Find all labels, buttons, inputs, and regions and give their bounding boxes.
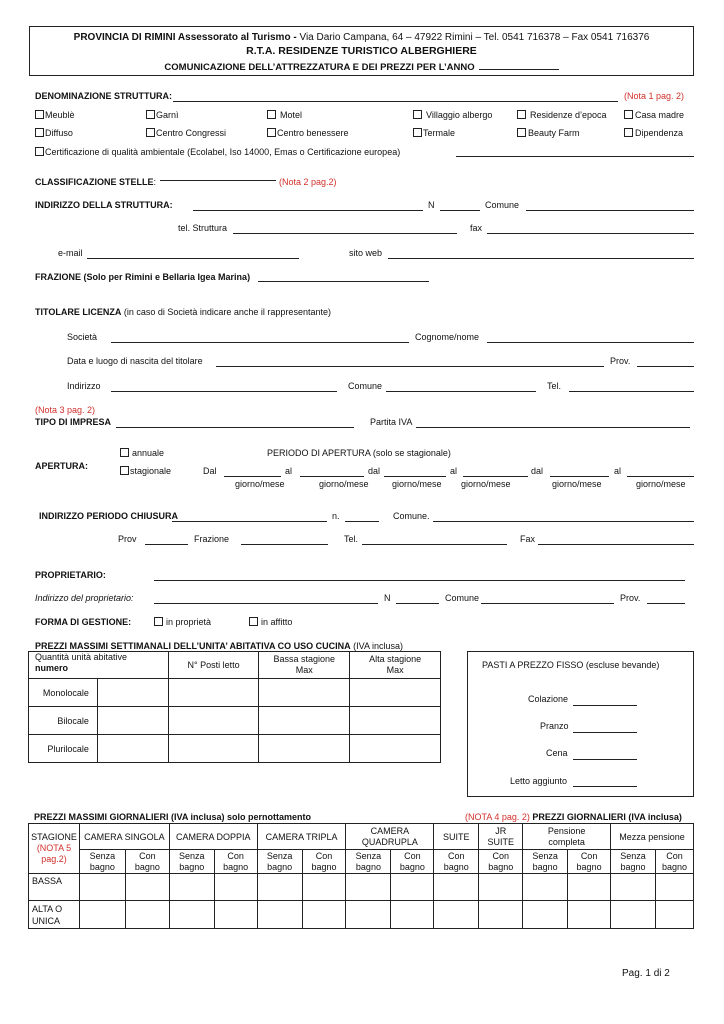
header-jr-suite: JR SUITE [479, 824, 523, 850]
cell-input[interactable] [346, 874, 391, 901]
checkbox-motel[interactable] [267, 110, 276, 119]
cell-input[interactable] [391, 874, 434, 901]
dal-2-field[interactable] [384, 476, 446, 477]
label-casa-madre: Casa madre [635, 110, 685, 120]
fax-label: fax [470, 223, 483, 233]
chiusura-indirizzo-field[interactable] [172, 521, 327, 522]
form-header [29, 26, 694, 76]
header-mezza-pensione: Mezza pensione [611, 824, 694, 850]
al-1-label: al [285, 466, 293, 476]
giorno-mese-4: giorno/mese [461, 479, 511, 489]
label-termale: Termale [423, 128, 456, 138]
certificazione-field[interactable] [456, 156, 694, 157]
sub-con-bagno: Con bagno [568, 850, 611, 874]
giorno-mese-1: giorno/mese [235, 479, 285, 489]
titolare-comune-label: Comune [348, 381, 383, 391]
sub-con-bagno: Con bagno [214, 850, 257, 874]
sub-con-bagno: Con bagno [125, 850, 169, 874]
checkbox-dipendenza[interactable] [624, 128, 633, 137]
fax-field[interactable] [487, 233, 694, 234]
cell-input[interactable] [350, 679, 441, 707]
label-centro-benessere: Centro benessere [277, 128, 349, 138]
chiusura-fax-field[interactable] [538, 544, 694, 545]
cell-input[interactable] [169, 901, 214, 929]
row-label-plurilocale: Plurilocale [29, 735, 98, 763]
titolare-tel-field[interactable] [569, 391, 694, 392]
label-garni: Garnì [156, 110, 179, 120]
email-field[interactable] [87, 258, 299, 259]
indirizzo-comune-label: Comune [485, 200, 520, 210]
checkbox-garni[interactable] [146, 110, 155, 119]
header-suite: SUITE [434, 824, 479, 850]
sito-web-field[interactable] [388, 258, 694, 259]
titolare-indirizzo-label: Indirizzo [67, 381, 101, 391]
cell-input[interactable] [568, 874, 611, 901]
pasti-title: PASTI A PREZZO FISSO (escluse bevande) [482, 660, 660, 670]
tipo-impresa-label: TIPO DI IMPRESA [35, 417, 112, 427]
colazione-label: Colazione [528, 694, 569, 704]
checkbox-annuale[interactable] [120, 448, 129, 457]
label-residenze-epoca: Residenze d’epoca [530, 110, 607, 120]
giornalieri-title-right: (NOTA 4 pag. 2) PREZZI GIORNALIERI (IVA inclusa) [465, 812, 682, 822]
chiusura-tel-label: Tel. [344, 534, 359, 544]
indirizzo-struttura-field[interactable] [193, 210, 423, 211]
header-bassa-stagione: Bassa stagione Max [259, 652, 350, 679]
chiusura-comune-field[interactable] [433, 521, 694, 522]
indirizzo-proprietario-field[interactable] [154, 603, 378, 604]
letto-aggiunto-label: Letto aggiunto [510, 776, 568, 786]
periodo-label: PERIODO DI APERTURA (solo se stagionale) [267, 448, 451, 458]
letto-aggiunto-field[interactable] [573, 786, 637, 787]
proprietario-n-label: N [384, 593, 391, 603]
header-camera-singola: CAMERA SINGOLA [79, 824, 169, 850]
nascita-label: Data e luogo di nascita del titolare [67, 356, 203, 366]
cell-input[interactable] [259, 707, 350, 735]
proprietario-label: PROPRIETARIO: [35, 570, 106, 580]
nota-3: (Nota 3 pag. 2) [35, 405, 96, 415]
frazione-field[interactable] [258, 281, 429, 282]
cell-input[interactable] [434, 901, 479, 929]
header-camera-tripla: CAMERA TRIPLA [257, 824, 346, 850]
al-2-label: al [450, 466, 458, 476]
cognome-label: Cognome/nome [415, 332, 480, 342]
societa-label: Società [67, 332, 98, 342]
cell-input[interactable] [346, 901, 391, 929]
cell-input[interactable] [479, 874, 523, 901]
header-quantita: Quantità unità abitative numero [29, 652, 169, 679]
checkbox-villaggio-albergo[interactable] [413, 110, 422, 119]
cell-input[interactable] [168, 679, 259, 707]
checkbox-meuble[interactable] [35, 110, 44, 119]
proprietario-comune-field[interactable] [481, 603, 614, 604]
cell-input[interactable] [434, 874, 479, 901]
cell-input[interactable] [655, 874, 693, 901]
gestione-label: FORMA DI GESTIONE: [35, 617, 132, 627]
checkbox-certificazione[interactable] [35, 147, 44, 156]
proprietario-prov-field[interactable] [647, 603, 685, 604]
sub-senza-bagno: Senza bagno [169, 850, 214, 874]
stagionale-label: stagionale [130, 466, 172, 476]
classificazione-field[interactable] [160, 180, 276, 181]
header-camera-quadrupla: CAMERA QUADRUPLA [346, 824, 434, 850]
sub-con-bagno: Con bagno [479, 850, 523, 874]
label-dipendenza: Dipendenza [635, 128, 684, 138]
cell-input[interactable] [97, 679, 168, 707]
settimanali-table [28, 651, 441, 763]
dal-1-label: Dal [203, 466, 217, 476]
header-address: PROVINCIA DI RIMINI Assessorato al Turismo - Via Dario Campana, 64 – 47922 Rimini – Tel. 0541 716378 – Fax 0541 716376 [73, 32, 650, 43]
header-alta-stagione: Alta stagione Max [350, 652, 441, 679]
sub-senza-bagno: Senza bagno [523, 850, 568, 874]
pranzo-label: Pranzo [540, 721, 569, 731]
table-row [29, 735, 441, 763]
chiusura-tel-field[interactable] [362, 544, 507, 545]
proprietario-prov-label: Prov. [620, 593, 641, 603]
label-diffuso: Diffuso [45, 128, 73, 138]
checkbox-residenze-epoca[interactable] [517, 110, 526, 119]
proprietario-n-field[interactable] [396, 603, 439, 604]
apertura-label: APERTURA: [35, 461, 88, 471]
titolare-tel-label: Tel. [547, 381, 562, 391]
proprietario-field[interactable] [154, 580, 685, 581]
row-label-alta-unica: ALTA O UNICA [29, 901, 80, 929]
cell-input[interactable] [568, 901, 611, 929]
label-certificazione: Certificazione di qualità ambientale (Ecolabel, Iso 14000, Emas o Certificazione europea) [45, 147, 401, 157]
cell-input[interactable] [302, 874, 346, 901]
sub-con-bagno: Con bagno [302, 850, 346, 874]
giorno-mese-2: giorno/mese [319, 479, 369, 489]
page-number: Pag. 1 di 2 [622, 968, 670, 979]
nota-2: (Nota 2 pag.2) [279, 177, 337, 187]
label-meuble: Meublè [45, 110, 75, 120]
cell-input[interactable] [611, 901, 656, 929]
row-label-bilocale: Bilocale [29, 707, 98, 735]
checkbox-centro-congressi[interactable] [146, 128, 155, 137]
cell-input[interactable] [257, 901, 302, 929]
giorno-mese-5: giorno/mese [552, 479, 602, 489]
checkbox-centro-benessere[interactable] [267, 128, 276, 137]
cell-input[interactable] [350, 707, 441, 735]
giorno-mese-6: giorno/mese [636, 479, 686, 489]
chiusura-comune-label: Comune. [393, 511, 430, 521]
cell-input[interactable] [523, 901, 568, 929]
titolare-prov-label: Prov. [610, 356, 631, 366]
indirizzo-n-field[interactable] [440, 210, 480, 211]
cell-input[interactable] [523, 874, 568, 901]
al-2-field[interactable] [463, 476, 528, 477]
settimanali-title: PREZZI MASSIMI SETTIMANALI DELL’UNITA’ ABITATIVA CO USO CUCINA (IVA inclusa) [35, 641, 404, 651]
cell-input[interactable] [611, 874, 656, 901]
dal-3-field[interactable] [550, 476, 609, 477]
chiusura-n-label: n. [332, 511, 340, 521]
email-label: e-mail [58, 248, 83, 258]
chiusura-prov-label: Prov [118, 534, 137, 544]
cell-input[interactable] [350, 735, 441, 763]
cell-input[interactable] [257, 874, 302, 901]
chiusura-frazione-field[interactable] [241, 544, 328, 545]
checkbox-stagionale[interactable] [120, 466, 129, 475]
cell-input[interactable] [391, 901, 434, 929]
label-beauty-farm: Beauty Farm [528, 128, 580, 138]
classificazione-label: CLASSIFICAZIONE STELLE: [35, 177, 157, 187]
row-label-monolocale: Monolocale [29, 679, 98, 707]
chiusura-frazione-label: Frazione [194, 534, 230, 544]
year-field[interactable] [479, 60, 559, 70]
cell-input[interactable] [97, 735, 168, 763]
cell-input[interactable] [302, 901, 346, 929]
giornalieri-table [28, 823, 694, 929]
cell-input[interactable] [259, 679, 350, 707]
pranzo-field[interactable] [573, 732, 637, 733]
partita-iva-field[interactable] [416, 427, 690, 428]
row-label-bassa: BASSA [29, 874, 80, 901]
chiusura-label: INDIRIZZO PERIODO CHIUSURA [39, 511, 179, 521]
cena-field[interactable] [573, 759, 637, 760]
indirizzo-comune-field[interactable] [526, 210, 694, 211]
label-motel: Motel [280, 110, 303, 120]
header-camera-doppia: CAMERA DOPPIA [169, 824, 257, 850]
chiusura-prov-field[interactable] [145, 544, 188, 545]
cell-input[interactable] [214, 874, 257, 901]
indirizzo-struttura-label: INDIRIZZO DELLA STRUTTURA: [35, 200, 173, 210]
nascita-field[interactable] [216, 366, 604, 367]
titolare-comune-field[interactable] [386, 391, 536, 392]
titolare-prov-field[interactable] [637, 366, 694, 367]
al-3-field[interactable] [627, 476, 694, 477]
titolare-indirizzo-field[interactable] [111, 391, 337, 392]
dal-1-field[interactable] [224, 476, 281, 477]
label-centro-congressi: Centro Congressi [156, 128, 227, 138]
cell-input[interactable] [125, 874, 169, 901]
checkbox-casa-madre[interactable] [624, 110, 633, 119]
cell-input[interactable] [125, 901, 169, 929]
cena-label: Cena [546, 748, 568, 758]
pasti-box [467, 651, 694, 797]
denominazione-label: DENOMINAZIONE STRUTTURA: [35, 91, 172, 101]
tel-struttura-label: tel. Struttura [178, 223, 228, 233]
chiusura-fax-label: Fax [520, 534, 536, 544]
checkbox-diffuso[interactable] [35, 128, 44, 137]
cell-input[interactable] [259, 735, 350, 763]
sub-con-bagno: Con bagno [434, 850, 479, 874]
cell-input[interactable] [169, 874, 214, 901]
sub-senza-bagno: Senza bagno [79, 850, 125, 874]
partita-iva-label: Partita IVA [370, 417, 413, 427]
cell-input[interactable] [79, 874, 125, 901]
cell-input[interactable] [79, 901, 125, 929]
nota-1: (Nota 1 pag. 2) [624, 91, 685, 101]
cell-input[interactable] [168, 735, 259, 763]
dal-3-label: dal [531, 466, 544, 476]
sub-con-bagno: Con bagno [391, 850, 434, 874]
titolare-label: TITOLARE LICENZA (in caso di Società indicare anche il rappresentante) [35, 307, 331, 317]
giorno-mese-3: giorno/mese [392, 479, 442, 489]
cell-input[interactable] [214, 901, 257, 929]
chiusura-n-field[interactable] [345, 521, 379, 522]
cognome-field[interactable] [487, 342, 694, 343]
al-3-label: al [614, 466, 622, 476]
in-proprieta-label: in proprietà [166, 617, 212, 627]
annuale-label: annuale [132, 448, 165, 458]
giornalieri-title: PREZZI MASSIMI GIORNALIERI (IVA inclusa) solo pernottamento [34, 812, 312, 822]
al-1-field[interactable] [300, 476, 364, 477]
tel-struttura-field[interactable] [233, 233, 457, 234]
societa-field[interactable] [111, 342, 409, 343]
in-affitto-label: in affitto [261, 617, 293, 627]
denominazione-field[interactable] [173, 101, 618, 102]
sub-senza-bagno: Senza bagno [611, 850, 656, 874]
sub-senza-bagno: Senza bagno [346, 850, 391, 874]
sub-con-bagno: Con bagno [655, 850, 693, 874]
cell-input[interactable] [97, 707, 168, 735]
table-row [29, 901, 694, 929]
table-row [29, 679, 441, 707]
checkbox-in-affitto[interactable] [249, 617, 258, 626]
cell-input[interactable] [479, 901, 523, 929]
checkbox-in-proprieta[interactable] [154, 617, 163, 626]
dal-2-label: dal [368, 466, 381, 476]
colazione-field[interactable] [573, 705, 637, 706]
sito-web-label: sito web [349, 248, 383, 258]
indirizzo-n-label: N [428, 200, 435, 210]
cell-input[interactable] [655, 901, 693, 929]
header-stagione: STAGIONE (NOTA 5 pag.2) [29, 824, 80, 874]
frazione-label: FRAZIONE (Solo per Rimini e Bellaria Igea Marina) [35, 272, 251, 282]
indirizzo-proprietario-label: Indirizzo del proprietario: [35, 593, 134, 603]
cell-input[interactable] [168, 707, 259, 735]
sub-senza-bagno: Senza bagno [257, 850, 302, 874]
proprietario-comune-label: Comune [445, 593, 480, 603]
label-villaggio-albergo: Villaggio albergo [426, 110, 493, 120]
table-row [29, 707, 441, 735]
header-pensione-completa: Pensione completa [523, 824, 611, 850]
checkbox-termale[interactable] [413, 128, 422, 137]
checkbox-beauty-farm[interactable] [517, 128, 526, 137]
table-row [29, 874, 694, 901]
header-title: R.T.A. RESIDENZE TURISTICO ALBERGHIERE [246, 45, 477, 57]
header-posti-letto: N° Posti letto [168, 652, 259, 679]
tipo-impresa-field[interactable] [116, 427, 354, 428]
header-subtitle: COMUNICAZIONE DELL’ATTREZZATURA E DEI PREZZI PER L’ANNO [30, 60, 693, 73]
